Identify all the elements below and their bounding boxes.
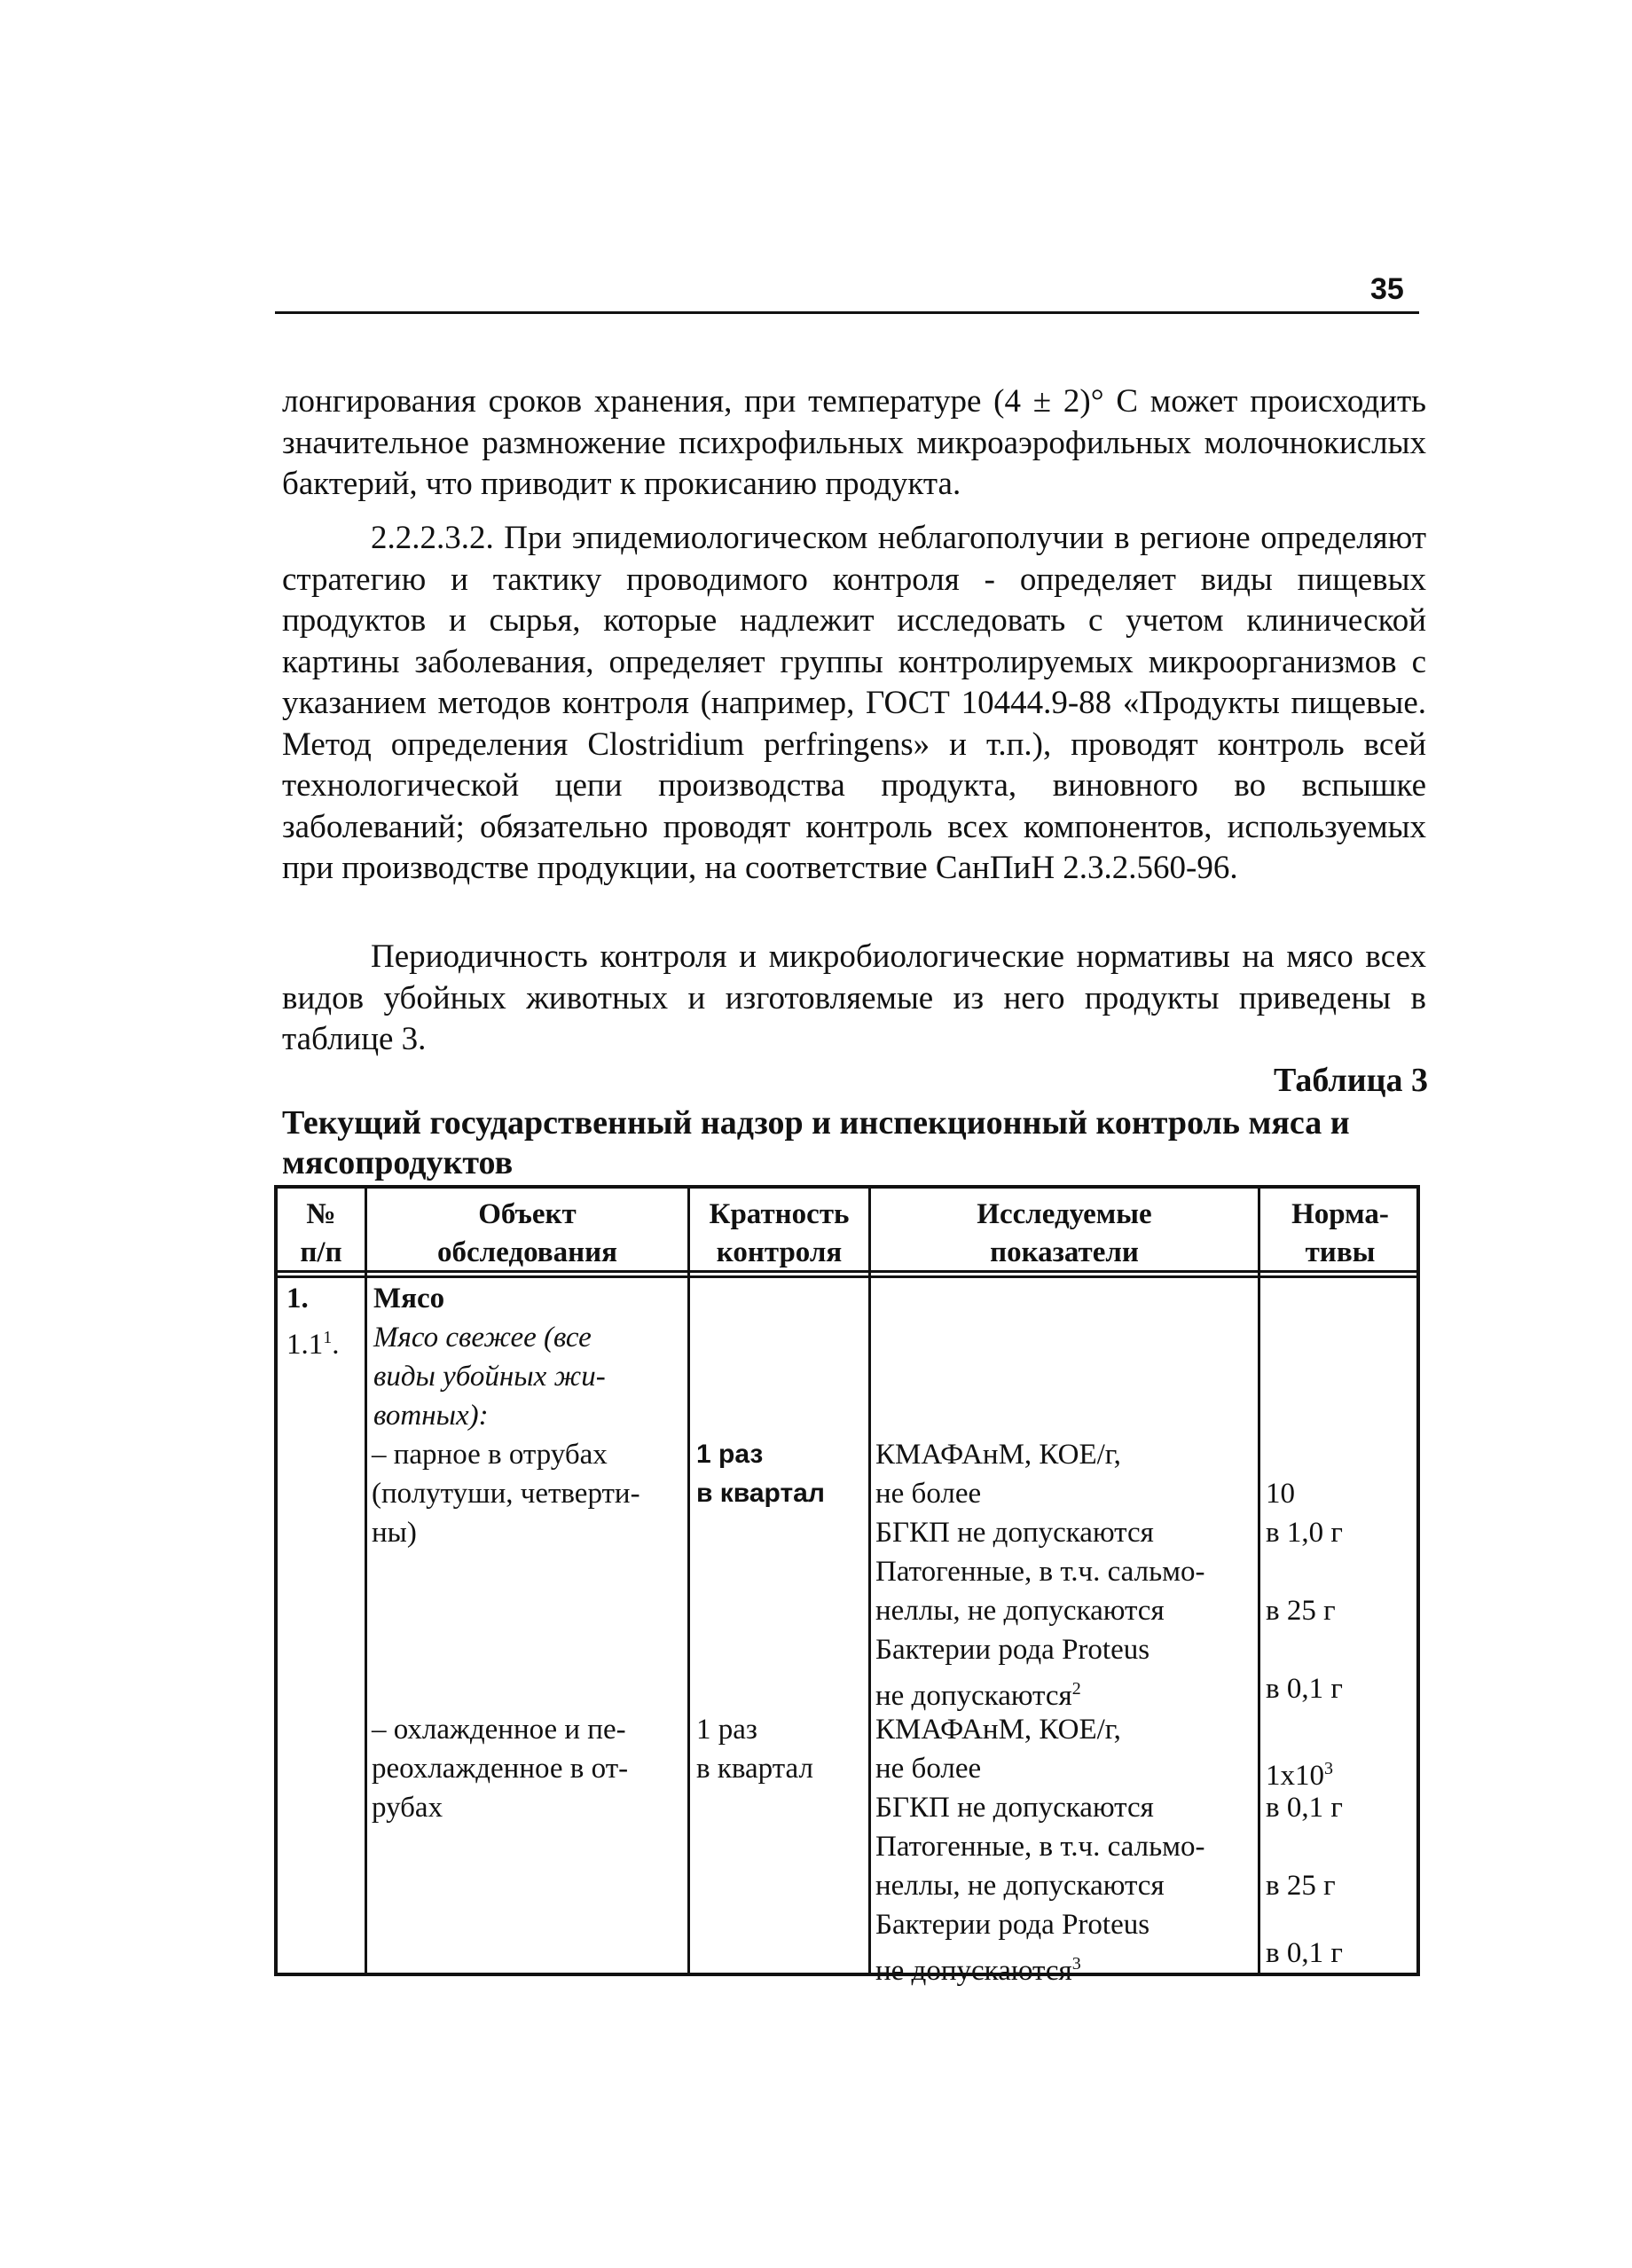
col-divider [868, 1189, 871, 1973]
indicators-cell: КМАФАнМ, КОЕ/г, не более БГКП не допускаются Патогенные, в т.ч. сальмо- неллы, не допускаются Бактерии рода Proteus не допускаются$^2$ [875, 1439, 1205, 1712]
indicators-cell: КМАФАнМ, КОЕ/г, не более БГКП не допускаются Патогенные, в т.ч. сальмо- неллы, не допускаются Бактерии рода Proteus не допускаются$^3$ [875, 1714, 1205, 1987]
norm-value: $1x10^3$ [1266, 1759, 1333, 1792]
col-divider [687, 1189, 690, 1973]
header-norms: Норма- тивы [1291, 1198, 1389, 1268]
col-divider [1258, 1189, 1260, 1973]
subsection-num: $1.1^1$. [286, 1328, 340, 1361]
norm-value: 10 [1266, 1478, 1295, 1510]
norm-value: в 25 г [1266, 1595, 1336, 1627]
section-name: Мясо [373, 1283, 445, 1314]
data-table [274, 1185, 1420, 1987]
page-number: 35 [1370, 272, 1404, 306]
header-object: Объект обследования [437, 1198, 617, 1268]
norm-value: в 1,0 г [1266, 1517, 1343, 1549]
paragraph-1: лонгирования сроков хранения, при температуре (4 ± 2)° С может происходить значительное размножение психрофильных микроаэрофильных молочнокислых бактерий, что приводит к прокисанию продукта. [282, 383, 1426, 502]
header-num: № п/п [300, 1198, 342, 1268]
header-frequency: Кратность контроля [709, 1198, 850, 1268]
frequency-cell: 1 раз в квартал [696, 1714, 813, 1785]
section-num: 1. [286, 1283, 309, 1314]
paragraph-3: Периодичность контроля и микробиологические нормативы на мясо всех видов убойных животных и изготовляемые из него продукты приведены в таблице 3. [282, 938, 1426, 1057]
paragraph-2: 2.2.2.3.2. При эпидемиологическом неблагополучии в регионе определяют стратегию и тактику проводимого контроля - определяет виды пищевых продуктов и сырья, которые надлежит исследовать с учетом клинической картины заболевания, определяет группы контролируемых микроорганизмов с указанием методов контроля (например, ГОСТ 10444.9-88 «Продукты пищевые. Метод определения Clostridium perfringens» и т.п.), проводят контроль всей технологической цепи производства продукта, виновного во вспышке заболеваний; обязательно проводят контроль всех компонентов, используемых при производстве продукции, на соответствие СанПиН 2.3.2.560-96. [282, 520, 1426, 886]
table-title: Текущий государственный надзор и инспекционный контроль мяса и мясопродуктов [282, 1104, 1350, 1181]
subsection-name: Мясо свежее (все виды убойных жи- вотных): [373, 1322, 606, 1432]
norm-value: в 25 г [1266, 1870, 1336, 1902]
norm-value: в 0,1 г [1266, 1937, 1343, 1969]
frequency-cell: 1 раз в квартал [696, 1440, 825, 1508]
norm-value: в 0,1 г [1266, 1673, 1343, 1705]
col-divider [365, 1189, 367, 1973]
header-rule [275, 311, 1419, 314]
header-divider [278, 1275, 1416, 1278]
object-cell: – охлажденное и пе- реохлажденное в от- рубах [372, 1714, 629, 1824]
norm-value: в 0,1 г [1266, 1792, 1343, 1824]
header-indicators: Исследуемые показатели [977, 1198, 1152, 1268]
object-cell: – парное в отрубах (полутуши, четверти- ны) [372, 1439, 640, 1549]
table-label: Таблица 3 [1273, 1062, 1428, 1099]
